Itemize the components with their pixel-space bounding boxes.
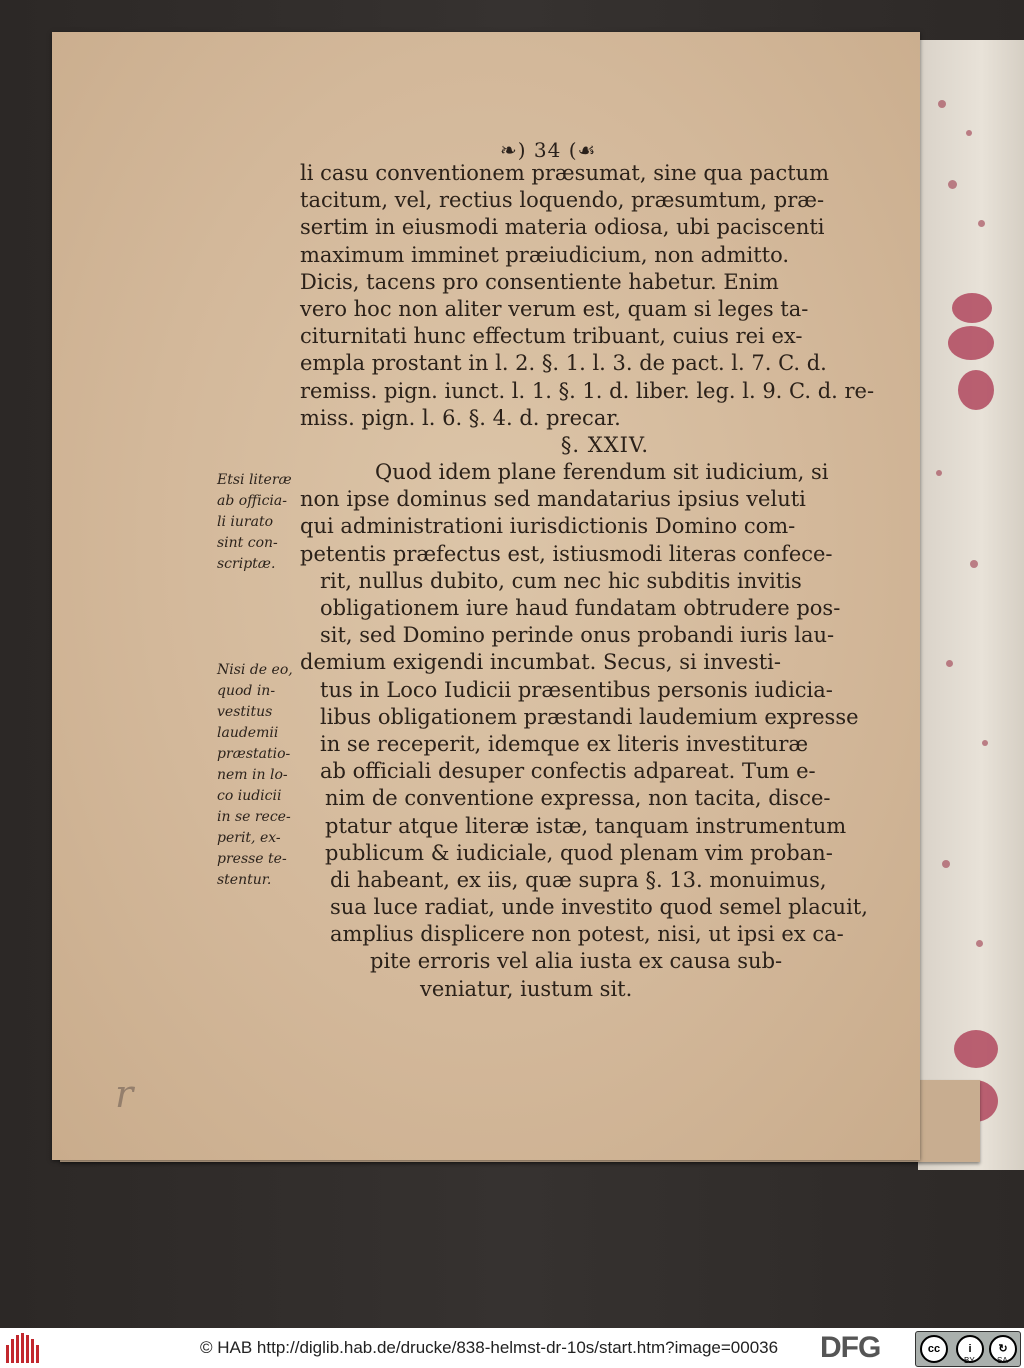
text-line: in se receperit, idemque ex literis investituræ: [320, 731, 809, 756]
page-header: ❧) 34 (☙: [500, 138, 597, 162]
text-line: tus in Loco Iudicii præsentibus personis iudicia-: [320, 677, 833, 702]
margin-note-line: nem in lo-: [217, 767, 288, 783]
margin-note-line: in se rece-: [217, 809, 291, 825]
text-line: ptatur atque literæ istæ, tanquam instrumentum: [325, 813, 847, 838]
text-line: rit, nullus dubito, cum nec hic subditis invitis: [320, 568, 802, 593]
cc-by-label: BY: [964, 1356, 975, 1365]
margin-note-line: sint con-: [217, 535, 278, 551]
text-line: publicum & iudiciale, quod plenam vim proban-: [325, 840, 833, 865]
text-line: sertim in eiusmodi materia odiosa, ubi paciscenti: [300, 215, 825, 240]
text-line: nim de conventione expressa, non tacita, disce-: [325, 786, 831, 811]
text-line: maximum imminet præiudicium, non admitto.: [300, 242, 790, 267]
text-line: qui administrationi iurisdictionis Domino com-: [300, 514, 796, 539]
pencil-mark: r: [115, 1072, 134, 1116]
text-line: vero hoc non aliter verum est, quam si leges ta-: [300, 296, 809, 321]
text-line: di habeant, ex iis, quæ supra §. 13. monuimus,: [330, 867, 827, 892]
margin-note-1: [217, 470, 292, 575]
margin-note-2: [217, 660, 293, 891]
text-line: Dicis, tacens pro consentiente habetur. Enim: [300, 269, 779, 294]
text-line: libus obligationem præstandi laudemium expresse: [320, 704, 859, 729]
margin-note-line: ab officia-: [217, 493, 287, 509]
hab-logo-icon: [6, 1333, 40, 1363]
text-line: veniatur, iustum sit.: [420, 976, 633, 1001]
margin-note-line: Nisi de eo,: [217, 662, 293, 678]
margin-note-line: vestitus: [217, 704, 273, 720]
text-line: Quod idem plane ferendum sit iudicium, si: [375, 460, 829, 485]
margin-note-line: co iudicii: [217, 788, 282, 804]
margin-note-line: stentur.: [217, 872, 272, 888]
margin-note-line: laudemii: [217, 725, 279, 741]
text-line: li casu conventionem præsumat, sine qua pactum: [300, 161, 830, 185]
dfg-logo: DFG: [820, 1331, 881, 1364]
cc-license-badge[interactable]: [915, 1331, 1021, 1367]
body-text: [300, 160, 875, 1003]
margin-note-line: quod in-: [217, 683, 276, 699]
text-line: petentis præfectus est, istiusmodi literas confece-: [300, 541, 833, 566]
text-line: pite erroris vel alia iusta ex causa sub-: [370, 949, 783, 974]
margin-note-line: Etsi literæ: [217, 472, 292, 488]
text-line: ab officiali desuper confectis adpareat. Tum e-: [320, 759, 816, 784]
text-line: amplius displicere non potest, nisi, ut ipsi ex ca-: [330, 922, 844, 947]
by-icon: i: [956, 1335, 984, 1363]
margin-note-line: li iurato: [217, 514, 273, 530]
text-line: sua luce radiat, unde investito quod semel placuit,: [330, 895, 868, 920]
margin-note-line: scriptæ.: [217, 556, 276, 572]
cc-sa-label: SA: [997, 1356, 1008, 1365]
text-line: tacitum, vel, rectius loquendo, præsumtum, præ-: [300, 188, 825, 213]
text-line: demium exigendi incumbat. Secus, si investi-: [300, 650, 781, 675]
margin-note-line: præstatio-: [217, 746, 291, 762]
text-line: citurnitati hunc effectum tribuant, cuius rei ex-: [300, 324, 803, 349]
margin-note-line: presse te-: [217, 851, 287, 867]
text-line: remiss. pign. iunct. l. 1. §. 1. d. liber. leg. l. 9. C. d. re-: [300, 378, 875, 403]
margin-note-line: perit, ex-: [217, 830, 281, 846]
sa-icon: ↻: [989, 1335, 1017, 1363]
text-line: empla prostant in l. 2. §. 1. l. 3. de pact. l. 7. C. d.: [300, 351, 827, 376]
text-line: sit, sed Domino perinde onus probandi iuris lau-: [320, 623, 835, 648]
source-url-link[interactable]: © HAB http://diglib.hab.de/drucke/838-helmst-dr-10s/start.htm?image=00036: [200, 1338, 779, 1357]
cc-icon: cc: [920, 1335, 948, 1363]
text-line: obligationem iure haud fundatam obtrudere pos-: [320, 596, 841, 620]
text-line: miss. pign. l. 6. §. 4. d. precar.: [300, 405, 621, 430]
text-line: non ipse dominus sed mandatarius ipsius veluti: [300, 487, 806, 512]
page-edge-stained: [918, 40, 1024, 1170]
section-heading: §. XXIV.: [560, 432, 650, 457]
